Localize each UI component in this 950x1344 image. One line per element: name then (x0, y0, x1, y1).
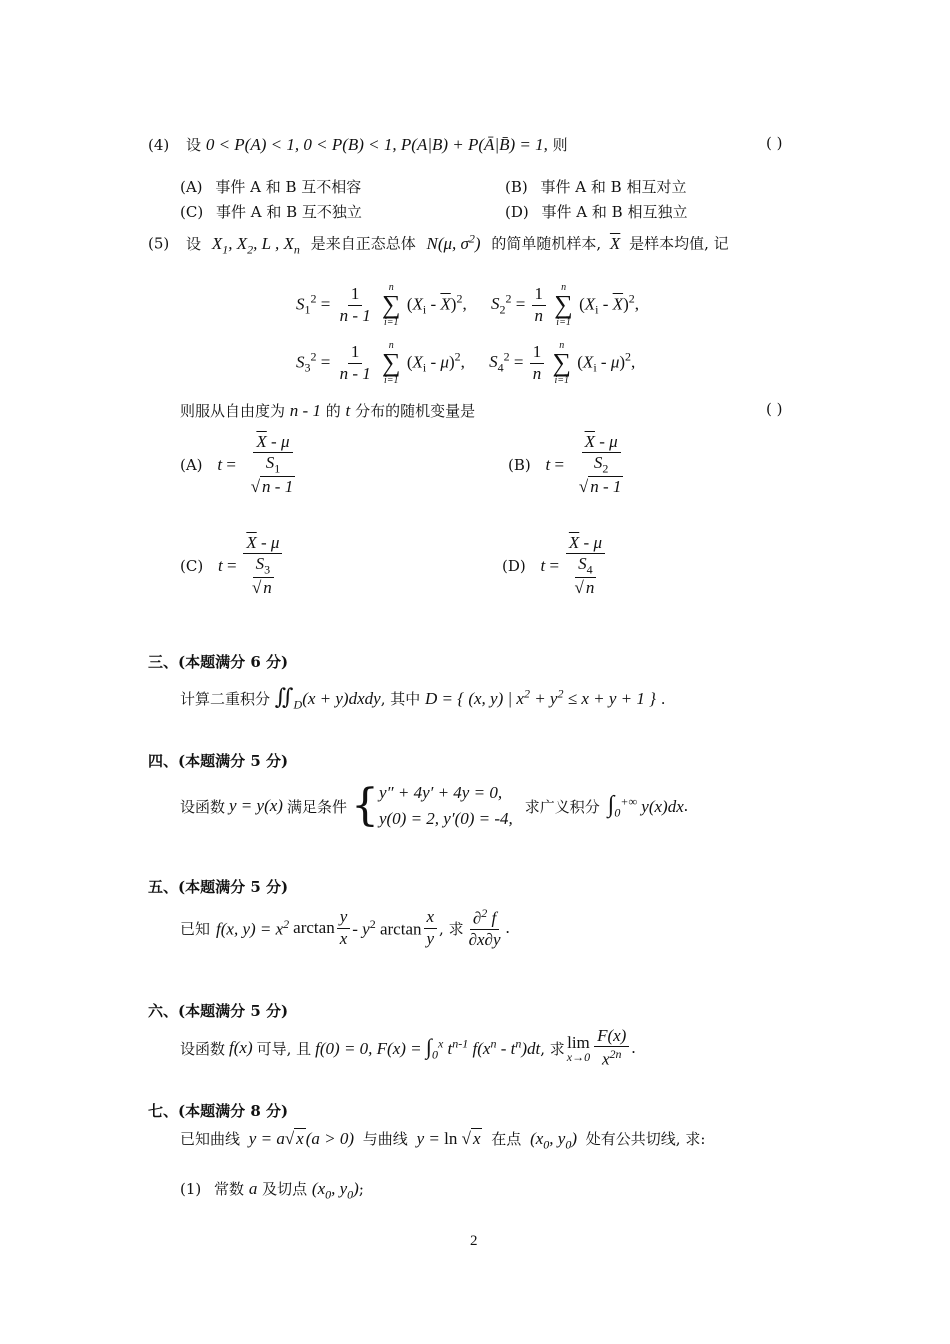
q5-bracket: ( ) (766, 400, 783, 418)
q4-label: (4) (148, 136, 170, 154)
section-6-body: 设函数 f(x) 可导, 且 f(0) = 0, $F(x) = \int_0^x$ $t^{n-1}$ $f(x^n - t^n)dt$ , 求 lim x→0 $\frac{F(x)}{x^{2n}}$ . (180, 1026, 636, 1070)
q4-option-d: (D) 事件 A 和 B 相互独立 (505, 203, 688, 221)
section-7-body: 已知曲线 y = a√ x (a > 0) 与曲线 y = ln √ x 在点 ($x_0$, $y_0$) 处有公共切线, 求: (180, 1129, 706, 1152)
q5-sample-formula: $X_1$, $X_2$, L , $X_n$ (211, 233, 300, 257)
section-4-heading: 四、(本题满分 5 分) (148, 752, 289, 770)
q4-option-b: (B) 事件 A 和 B 相互对立 (505, 178, 687, 196)
q4-line (148, 134, 568, 155)
q5-s-definitions-row2: $S_3^2$ = $\frac{1}{n - 1}$ n ∑ i=1 $(X_i - \mu)^2$, $S_4^2$ = $\frac{1}{n}$ n ∑ i=1 $(X_i - \mu)^2$, (296, 340, 636, 386)
section-5-body: 已知 f(x, $y) = x^2$ arctan $\frac{y}{x}$ - $y^2$ arctan $\frac{x}{y}$ , 求 $\frac{\partial^2 f}{\partial x\partial y}$ . (180, 906, 510, 950)
q5-option-a: (A) t = $\frac{\overline{X} - \mu}{\frac{S_1}{√ n - 1}}$ (180, 432, 294, 497)
section-4-body: 设函数 y = y(x) 满足条件 { y″ + 4y′ + 4y = 0, y(0) = 2, y′(0) = -4, 求广义积分 $\int_0^{+\infty}$ y(x)dx . (180, 780, 688, 832)
q5-question: 则服从自由度为 n - 1 的 t 分布的随机变量是 (180, 401, 476, 420)
section-6-heading: 六、(本题满分 5 分) (148, 1002, 289, 1020)
q4-formula: 0 < P(A) < 1, 0 < P(B) < 1, P(A|B) + P(Ā|B̄) = 1, (205, 135, 548, 154)
q5-option-b: (B) t = $\frac{\overline{X} - \mu}{\frac{S_2}{√ n - 1}}$ (508, 432, 622, 497)
q4-tail: 则 (552, 136, 568, 154)
q5-xbar: $\overline{X}$ (609, 233, 621, 253)
q5-line: (5) 设 $X_1$, $X_2$, L , $X_n$ 是来自正态总体 N(μ, $\sigma^2$) 的简单随机样本, $\overline{X}$ 是样本均值, 记 (148, 231, 729, 257)
page-number: 2 (470, 1233, 478, 1249)
q4-option-c: (C) 事件 A 和 B 互不独立 (180, 203, 362, 221)
q5-normal-formula: N(μ, $\sigma^2$) (426, 231, 481, 253)
q5-option-d: (D) t = $\frac{\overline{X} - \mu}{\frac{S_4}{√ n}}$ (502, 533, 607, 599)
q5-label: (5) (148, 234, 170, 253)
section-7-heading: 七、(本题满分 8 分) (148, 1102, 289, 1120)
section-7-item-1: (1) 常数 a 及切点 ($x_0$, $y_0$); (180, 1179, 364, 1202)
section-3-heading: 三、(本题满分 6 分) (148, 653, 289, 671)
q4-option-a: (A) 事件 A 和 B 互不相容 (180, 178, 362, 196)
section-3-body: 计算二重积分 $∬_D(x$ + y)dxdy, 其中 D = { (x, y) | $x^2 + y^2 \le x + y + 1$ } . (180, 684, 666, 712)
q4-text: 设 (186, 136, 202, 154)
left-brace-icon: { (350, 780, 379, 832)
q5-option-c: (C) t = $\frac{\overline{X} - \mu}{\frac{S_3}{√ n}}$ (180, 533, 284, 599)
q5-s-definitions-row1: $S_1^2$ = $\frac{1}{n - 1}$ n ∑ i=1 $(X_i - \overline{X})^2$, $S_2^2$ = $\frac{1}{n}$ n ∑ i=1 $(X_i - \overline{X})^2$, (296, 282, 639, 328)
section-5-heading: 五、(本题满分 5 分) (148, 878, 289, 896)
q4-bracket: ( ) (766, 134, 783, 152)
